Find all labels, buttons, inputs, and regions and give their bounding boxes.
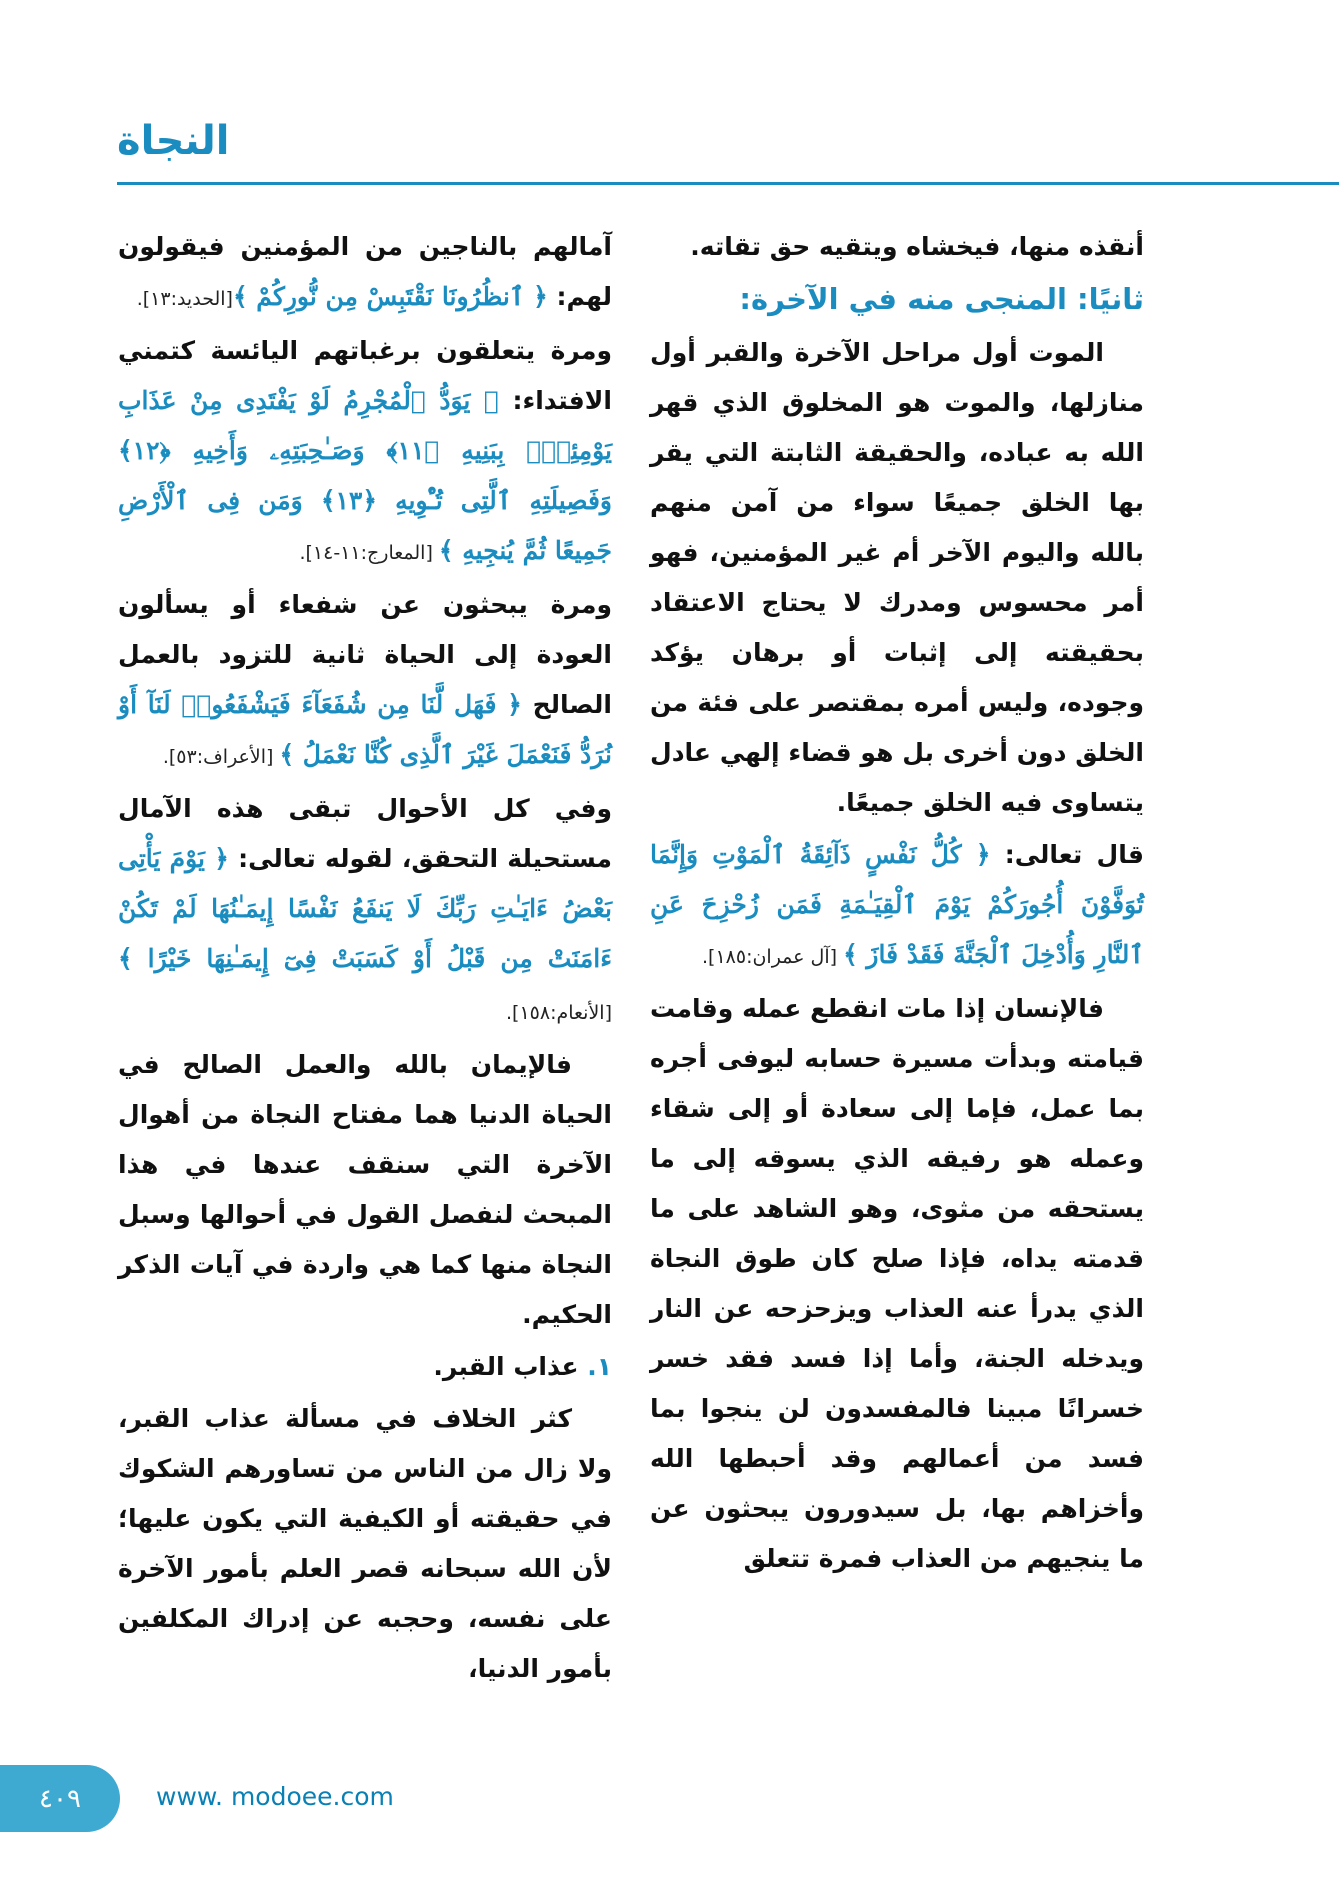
paragraph	[118, 1342, 612, 1392]
body-text: الموت أول مراحل الآخرة والقبر أول منازلها، والموت هو المخلوق الذي قهر الله به عباده، والحقيقة الثابتة التي يقر بها الخلق جميعًا سواء من آمن منهم بالله واليوم الآخر أم غير المؤمنين، فهو أمر محسوس ومدرك لا يحتاج الاعتقاد بحقيقته إلى إثبات أو برهان يؤكد وجوده، وليس أمره بمقتصر على فئة من الخلق دون أخرى بل هو قضاء إلهي عادل يتساوى فيه الخلق جميعًا.	[650, 338, 1144, 817]
body-text: ومرة يتعلقون برغباتهم اليائسة كتمني الافتداء:	[118, 336, 612, 415]
running-header-title: النجاة	[117, 118, 230, 164]
verse-reference: [آل عمران:١٨٥].	[701, 946, 844, 968]
page-number-badge	[0, 1765, 120, 1832]
quran-verse: ﴿ فَهَل لَّنَا مِن شُفَعَآءَ فَيَشْفَعُوا۟ لَنَآ أَوْ نُرَدُّ فَنَعْمَلَ غَيْرَ ٱلَّذِى كُنَّا نَعْمَلُ ﴾	[118, 690, 612, 769]
right-column	[650, 222, 1144, 1586]
body-text: آمالهم بالناجين من المؤمنين فيقولون لهم:	[118, 232, 612, 311]
paragraph	[118, 580, 612, 782]
left-column	[118, 222, 612, 1696]
verse-reference: [الحديد:١٣].	[136, 288, 233, 310]
header-divider	[117, 182, 1339, 185]
paragraph	[118, 222, 612, 324]
paragraph	[650, 274, 1144, 326]
paragraph	[650, 328, 1144, 828]
body-text: قال تعالى:	[990, 840, 1145, 869]
paragraph	[118, 1040, 612, 1340]
paragraph	[650, 984, 1144, 1584]
paragraph	[650, 830, 1144, 982]
verse-reference: [الأعراف:٥٣].	[162, 746, 280, 768]
body-text: فالإيمان بالله والعمل الصالح في الحياة الدنيا هما مفتاح النجاة من أهوال الآخرة التي سنقف عندها في هذا المبحث لنفصل القول في أحوالها وسبل النجاة منها كما هي واردة في آيات الذكر الحكيم.	[118, 1050, 612, 1329]
paragraph	[650, 222, 1144, 272]
verse-reference: [الأنعام:١٥٨].	[505, 1002, 612, 1024]
paragraph	[118, 326, 612, 578]
page-number: ٤٠٩	[39, 1783, 81, 1814]
body-text: عذاب القبر.	[433, 1352, 579, 1381]
footer-url[interactable]: www. modoee.com	[156, 1782, 394, 1811]
paragraph	[118, 784, 612, 1038]
quran-verse: ﴿ ٱنظُرُونَا نَقْتَبِسْ مِن نُّورِكُمْ ﴾	[232, 282, 548, 311]
body-text: أنقذه منها، فيخشاه ويتقيه حق تقاته.	[690, 232, 1144, 261]
body-text: ١.	[578, 1352, 612, 1381]
quran-verse: ﴿ يَوَدُّ ٱلْمُجْرِمُ لَوْ يَفْتَدِى مِنْ عَذَابِ يَوْمِئِذٍۭ بِبَنِيهِ ﴿١١﴾ وَصَـٰحِبَتِهِۦ وَأَخِيهِ ﴿١٢﴾ وَفَصِيلَتِهِ ٱلَّتِى تُـْٔوِيهِ ﴿١٣﴾ وَمَن فِى ٱلْأَرْضِ جَمِيعًا ثُمَّ يُنجِيهِ ﴾	[118, 386, 613, 565]
body-text: وفي كل الأحوال تبقى هذه الآمال مستحيلة التحقق، لقوله تعالى:	[118, 794, 612, 873]
verse-reference: [المعارج:١١-١٤].	[299, 542, 439, 564]
section-heading: ثانيًا: المنجى منه في الآخرة:	[739, 282, 1144, 316]
paragraph	[118, 1394, 612, 1694]
body-text: ومرة يبحثون عن شفعاء أو يسألون العودة إلى الحياة ثانية للتزود بالعمل الصالح	[118, 590, 612, 719]
quran-verse: ﴿ كُلُّ نَفْسٍ ذَآئِقَةُ ٱلْمَوْتِ وَإِنَّمَا تُوَفَّوْنَ أُجُورَكُمْ يَوْمَ ٱلْقِيَـٰمَةِ فَمَن زُحْزِحَ عَنِ ٱلنَّارِ وَأُدْخِلَ ٱلْجَنَّةَ فَقَدْ فَازَ ﴾	[650, 840, 1144, 969]
quran-verse: ﴿ يَوْمَ يَأْتِى بَعْضُ ءَايَـٰتِ رَبِّكَ لَا يَنفَعُ نَفْسًا إِيمَـٰنُهَا لَمْ تَكُنْ ءَامَنَتْ مِن قَبْلُ أَوْ كَسَبَتْ فِىٓ إِيمَـٰنِهَا خَيْرًا ﴾	[118, 844, 612, 973]
body-text: كثر الخلاف في مسألة عذاب القبر، ولا زال من الناس من تساورهم الشكوك في حقيقته أو الكيفية التي يكون عليها؛ لأن الله سبحانه قصر العلم بأمور الآخرة على نفسه، وحجبه عن إدراك المكلفين بأمور الدنيا،	[118, 1404, 612, 1683]
body-text: فالإنسان إذا مات انقطع عمله وقامت قيامته وبدأت مسيرة حسابه ليوفى أجره بما عمل، فإما إلى سعادة أو إلى شقاء وعمله هو رفيقه الذي يسوقه إلى ما يستحقه من مثوى، وهو الشاهد على ما قدمته يداه، فإذا صلح كان طوق النجاة الذي يدرأ عنه العذاب ويزحزحه عن النار ويدخله الجنة، وأما إذا فسد فقد خسر خسرانًا مبينا فالمفسدون لن ينجوا بما فسد من أعمالهم وقد أحبطها الله وأخزاهم بها، بل سيدورون يبحثون عن ما ينجيهم من العذاب فمرة تتعلق	[650, 994, 1144, 1573]
